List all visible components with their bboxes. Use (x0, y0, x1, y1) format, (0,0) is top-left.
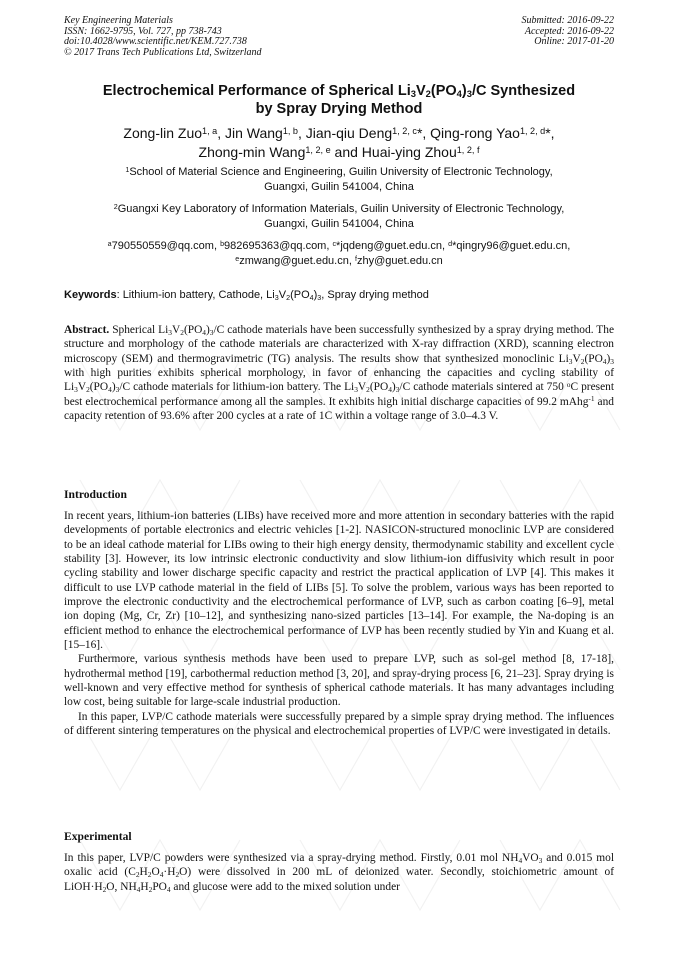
affiliation-2: $^2$Guangxi Key Laboratory of Information Materials, Guilin University of Electronic Technology, Guangxi, Guilin 541004, China (113, 202, 565, 230)
author-name: Huai-ying Zhou (361, 144, 457, 160)
author-name: Zong-lin Zuo (123, 125, 203, 141)
email-link[interactable]: *jqdeng@guet.edu.cn, (336, 240, 449, 252)
author-name: Qing-rong Yao (430, 125, 520, 141)
abstract-label: Abstract. (64, 324, 110, 336)
paragraph: In this paper, LVP/C cathode materials were successfully prepared by a simple spray drying method. The influences of different sintering temperatures on the physical and electrochemical properties of LVP/C were investigated in details. (64, 710, 614, 738)
author-emails: $^a$790550559@qq.com, $^b$982695363@qq.com, $^c$*jqdeng@guet.edu.cn, $^d$*qingry96@guet.edu.cn, $^e$zmwang@guet.edu.cn, $^f$zhy@guet.edu.cn (107, 239, 571, 267)
section-heading-introduction: Introduction (64, 488, 127, 501)
publication-info (64, 16, 262, 58)
email-link[interactable]: *qingry96@guet.edu.cn, (452, 240, 571, 252)
introduction-body (64, 509, 614, 739)
email-link[interactable]: 982695363@qq.com, (224, 240, 333, 252)
online-date: Online: 2017-01-20 (534, 36, 614, 48)
paragraph: In recent years, lithium-ion batteries (LIBs) have received more and more attention in secondary batteries with the rapid developments of portable electronics and electric vehicles [1-2]. NASICON-structured monoclinic LVP are considered to be an ideal cathode material for LIBs owing to their high energy density, thermodynamic stability and excellent cycle stability [3]. However, its low intrinsic electronic conductivity and slow lithium-ion diffusivity which result in poor cycling stability and lower discharge specific capacity and restrict the practical application of LVP [4]. This makes it difficult to use LVP cathode material in the field of LIBs [5]. To solve the problem, various ways has been reported to improve the electronic conductivity and the electrochemical performance of LVP, such as carbon coating [6–9], metal ion doping (Mg, Cr, Zr) [10–12], and synthesizing nano-sized particles [13–14]. For example, the Na-doping is an efficient method to enhance the electrochemical performance of LVP has been recently studied by Yin and Kuang et al. [15–16]. (64, 510, 614, 652)
keywords-label: Keywords (64, 289, 117, 301)
author-name: Jian-qiu Deng (305, 125, 393, 141)
issn-line: ISSN: 1662-9795, Vol. 727, pp 738-743 (64, 25, 222, 37)
paragraph: In this paper, LVP/C powders were synthesized via a spray-drying method. Firstly, 0.01 mol $NH_4VO_3$ and 0.015 mol oxalic acid $(C_2H_2O_4\cdot H_2O)$ were dissolved in 200 mL of deionized water. Secondly, stoichiometric amount of $LiOH\cdot H_2O$, $NH_4H_2PO_4$ and glucose were add to the mixed solution under (64, 852, 615, 894)
section-heading-experimental: Experimental (64, 830, 132, 843)
author-name: Jin Wang (224, 125, 283, 141)
author-name: Zhong-min Wang (198, 144, 306, 160)
abstract: Abstract. Spherical $Li_3V_2(PO_4)_3/C$ cathode materials have been successfully synthesized by a spray drying method. The structure and morphology of the cathode materials are characterized with X-ray diffraction (XRD), scanning electron microscopy (SEM) and thermogravimetric (TG) analysis. The results show that synthesized monoclinic $Li_3V_2(PO_4)_3$ with high purities exhibits spherical morphology, in favor of enhancing the capacities and cycling stability of $Li_3V_2(PO_4)_3/C$ cathode materials for lithium-ion battery. The $Li_3V_2(PO_4)_3/C$ cathode materials sintered at 750 $^o$C present best electrochemical performance among all the samples. It exhibits high initial discharge capacities of 99.2 mAhg$^{-1}$ and capacity retention of 93.6% after 200 cycles at a rate of 1C within a voltage range of 3.0–4.3 V. (64, 324, 615, 423)
copyright-line: © 2017 Trans Tech Publications Ltd, Switzerland (64, 46, 262, 58)
publication-dates (522, 16, 615, 48)
email-link[interactable]: zmwang@guet.edu.cn, (239, 255, 355, 267)
author-list: Zong-lin Zuo$^{1, a}$, Jin Wang$^{1, b}$, Jian-qiu Deng$^{1, 2, c}$*, Qing-rong Yao$^{1, 2, d}$*, Zhong-min Wang$^{1, 2, e}$ and Huai-ying Zhou$^{1, 2, f}$ (123, 125, 555, 160)
experimental-body (64, 851, 614, 894)
paragraph: Furthermore, various synthesis methods have been used to prepare LVP, such as sol-gel method [8, 17-18], hydrothermal method [19], carbothermal reduction method [3, 20], and spray-drying process [6, 21–23]. Spray drying is well-known and very effective method for synthesis of spherical cathode materials. It has many advantages including low cost, being suitable for large-scale industrial production. (64, 653, 614, 709)
affiliation-1: $^1$School of Material Science and Engineering, Guilin University of Electronic Technology, Guangxi, Guilin 541004, China (125, 165, 553, 193)
email-link[interactable]: 790550559@qq.com, (111, 240, 221, 252)
keywords: Keywords: Lithium-ion battery, Cathode, $Li_3V_2(PO_4)_3$, Spray drying method (64, 289, 429, 302)
accepted-date: Accepted: 2016-09-22 (524, 25, 614, 37)
journal-name: Key Engineering Materials (64, 15, 173, 26)
email-link[interactable]: zhy@guet.edu.cn (356, 255, 443, 267)
paper-title: Electrochemical Performance of Spherical $Li_3V_2(PO_4)_3/C$ Synthesized by Spray Drying Method (102, 83, 576, 117)
doi-line: doi:10.4028/www.scientific.net/KEM.727.738 (64, 36, 247, 48)
submitted-date: Submitted: 2016-09-22 (521, 15, 614, 26)
